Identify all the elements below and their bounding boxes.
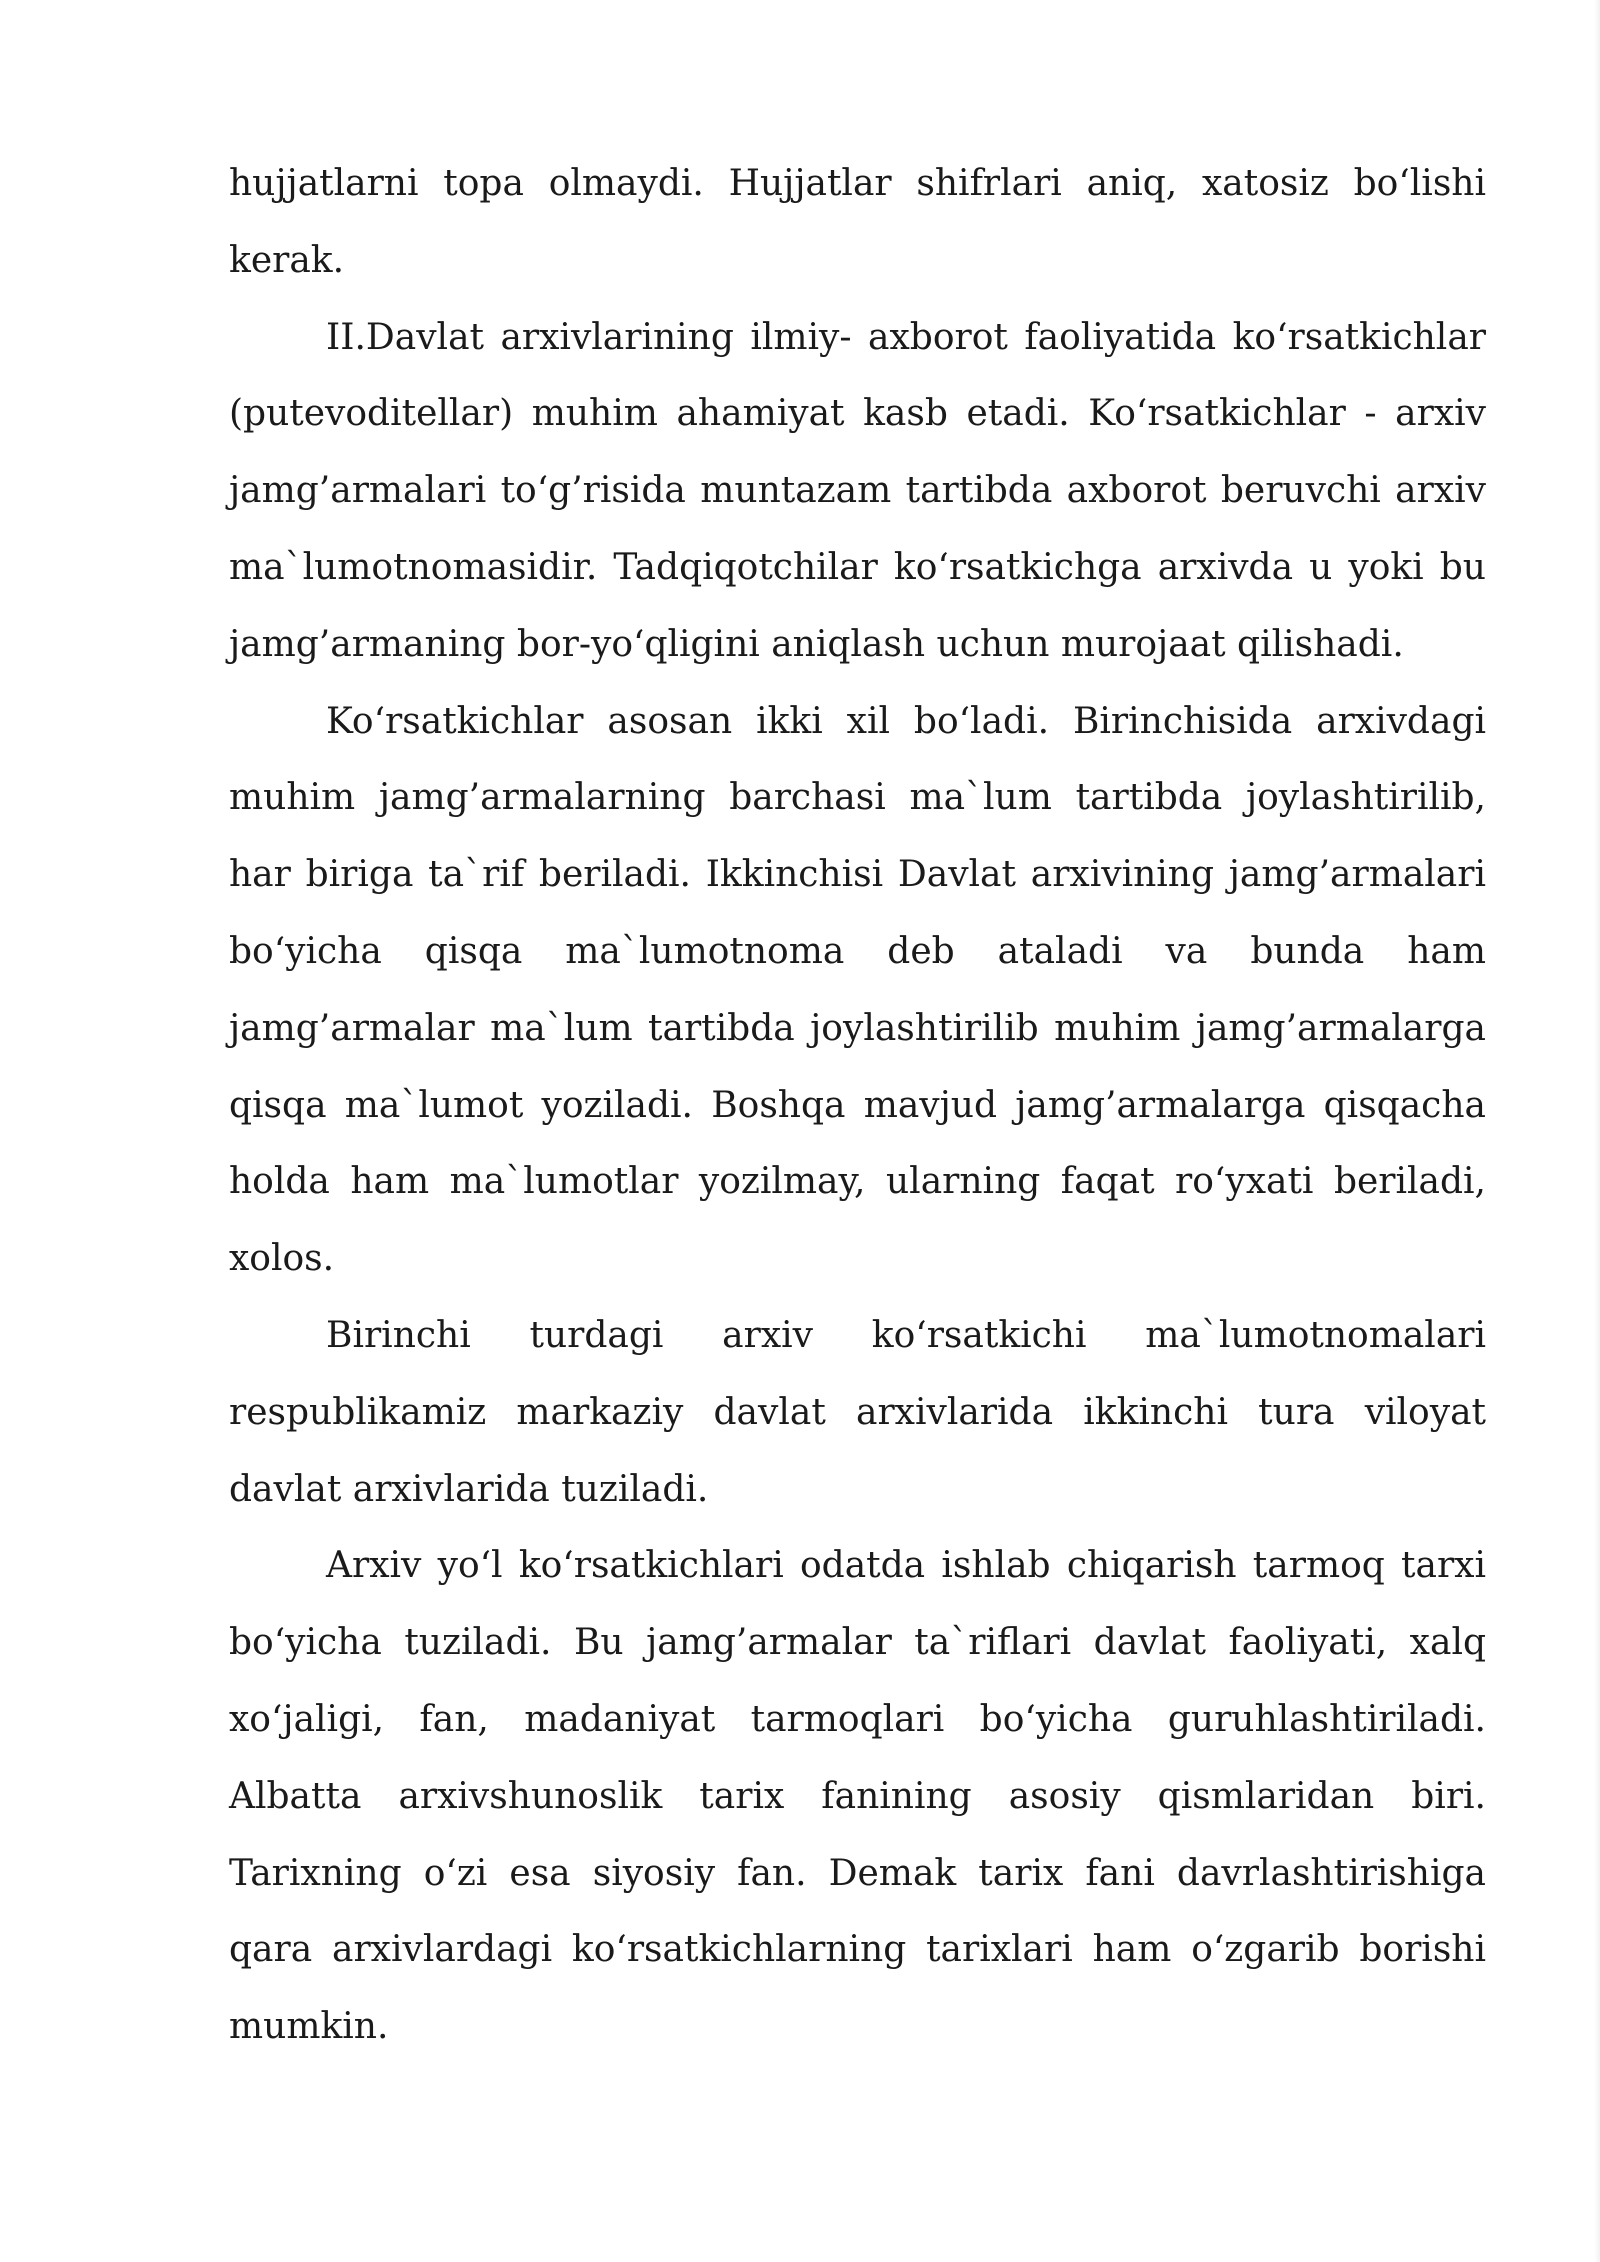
paragraph-continuation: hujjatlarni topa olmaydi. Hujjatlar shifrlari aniq, xatosiz bo‘lishi kerak.	[229, 163, 1486, 281]
paragraph-first-type: Birinchi turdagi arxiv ko‘rsatkichi ma`lumotnomalari respublikamiz markaziy davlat arxivlarida ikkinchi tura viloyat davlat arxivlarida tuziladi.	[229, 1314, 1486, 1510]
paragraph-putevoditel: II.Davlat arxivlarining ilmiy- axborot faoliyatida ko‘rsatkichlar (putevoditellar) muhim ahamiyat kasb etadi. Ko‘rsatkichlar - arxiv jamg’armalari to‘g’risida muntazam tartibda axborot beruvchi arxiv ma`lumotnomasidir. Tadqiqotchilar ko‘rsatkichga arxivda u yoki bu jamg’armaning bor-yo‘qligini aniqlash uchun murojaat qilishadi.	[229, 316, 1486, 665]
paragraph-types: Ko‘rsatkichlar asosan ikki xil bo‘ladi. Birinchisida arxivdagi muhim jamg’armalarning barchasi ma`lum tartibda joylashtirilib, har biriga ta`rif beriladi. Ikkinchisi Davlat arxivining jamg’armalari bo‘yicha qisqa ma`lumotnoma deb ataladi va bunda ham jamg’armalar ma`lum tartibda joylashtirilib muhim jamg’armalarga qisqa ma`lumot yoziladi. Boshqa mavjud jamg’armalarga qisqacha holda ham ma`lumotlar yozilmay, ularning faqat ro‘yxati beriladi, xolos.	[229, 700, 1486, 1280]
body-text	[229, 146, 1486, 2066]
paragraph-guides: Arxiv yo‘l ko‘rsatkichlari odatda ishlab chiqarish tarmoq tarxi bo‘yicha tuziladi. Bu jamg’armalar ta`riflari davlat faoliyati, xalq xo‘jaligi, fan, madaniyat tarmoqlari bo‘yicha guruhlashtiriladi. Albatta arxivshunoslik tarix fanining asosiy qismlaridan biri. Tarixning o‘zi esa siyosiy fan. Demak tarix fani davrlashtirishiga qara arxivlardagi ko‘rsatkichlarning tarixlari ham o‘zgarib borishi mumkin.	[229, 1545, 1486, 2048]
page-edge-shadow	[1594, 0, 1600, 2262]
